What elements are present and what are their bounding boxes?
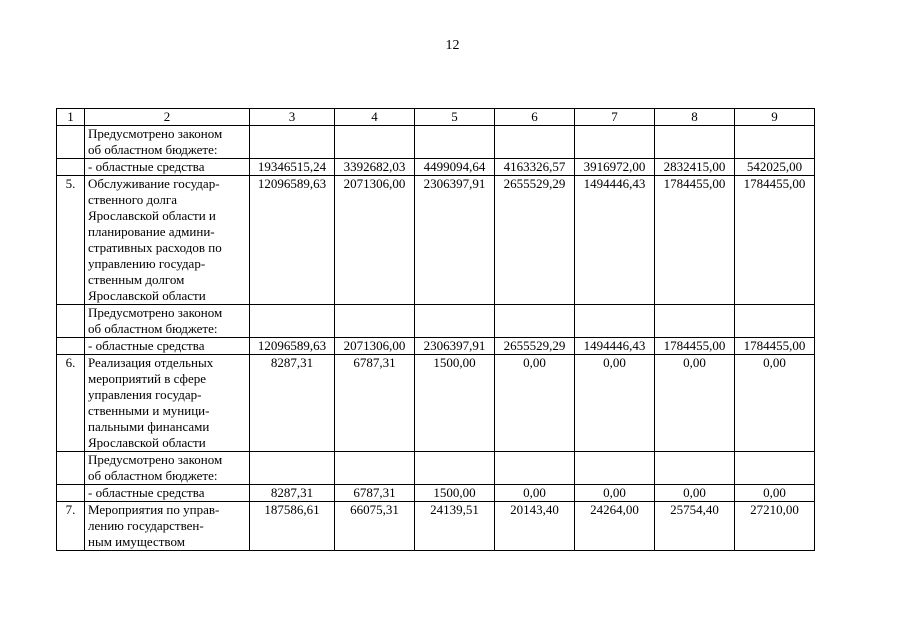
row-label-cell (85, 338, 250, 355)
value-cell: 1500,00 (415, 355, 495, 452)
row-label-line: Ярославской области и (88, 208, 216, 223)
header-cell: 4 (335, 109, 415, 126)
value-cell: 6787,31 (335, 355, 415, 452)
value-cell: 2655529,29 (495, 338, 575, 355)
header-cell: 9 (735, 109, 815, 126)
table-row (57, 159, 815, 176)
row-index-cell (57, 126, 85, 159)
row-label-cell (85, 305, 250, 338)
value-cell: 1784455,00 (735, 176, 815, 305)
value-cell: 24264,00 (575, 502, 655, 551)
value-cell: 4499094,64 (415, 159, 495, 176)
value-cell: 0,00 (495, 355, 575, 452)
value-cell: 0,00 (735, 355, 815, 452)
row-label-cell (85, 176, 250, 305)
row-label-line: Реализация отдельных (88, 355, 214, 370)
value-cell (575, 452, 655, 485)
budget-table (56, 108, 815, 551)
value-cell: 2306397,91 (415, 338, 495, 355)
value-cell: 3916972,00 (575, 159, 655, 176)
row-label-cell (85, 159, 250, 176)
value-cell (335, 126, 415, 159)
table-row (57, 452, 815, 485)
value-cell (335, 305, 415, 338)
row-label-line: управления государ- (88, 387, 202, 402)
table-row (57, 305, 815, 338)
value-cell: 8287,31 (250, 355, 335, 452)
value-cell: 1784455,00 (655, 338, 735, 355)
value-cell (250, 452, 335, 485)
value-cell: 2655529,29 (495, 176, 575, 305)
row-index-cell: 5. (57, 176, 85, 305)
value-cell: 6787,31 (335, 485, 415, 502)
value-cell (250, 305, 335, 338)
row-label-cell (85, 502, 250, 551)
row-label-line: - областные средства (88, 485, 205, 500)
value-cell: 2832415,00 (655, 159, 735, 176)
value-cell: 27210,00 (735, 502, 815, 551)
value-cell: 1784455,00 (655, 176, 735, 305)
row-label-line: ственным долгом (88, 272, 185, 287)
value-cell: 4163326,57 (495, 159, 575, 176)
table-row (57, 126, 815, 159)
value-cell: 0,00 (655, 485, 735, 502)
header-cell: 1 (57, 109, 85, 126)
value-cell: 20143,40 (495, 502, 575, 551)
header-cell: 5 (415, 109, 495, 126)
row-label-cell (85, 485, 250, 502)
value-cell: 0,00 (655, 355, 735, 452)
value-cell: 0,00 (495, 485, 575, 502)
page-number: 12 (445, 38, 460, 53)
row-label-line: мероприятий в сфере (88, 371, 207, 386)
value-cell: 2071306,00 (335, 338, 415, 355)
value-cell (415, 305, 495, 338)
value-cell: 8287,31 (250, 485, 335, 502)
value-cell (735, 305, 815, 338)
row-label-line: стративных расходов по (88, 240, 222, 255)
value-cell: 66075,31 (335, 502, 415, 551)
value-cell: 1500,00 (415, 485, 495, 502)
table-row (57, 485, 815, 502)
row-index-cell: 7. (57, 502, 85, 551)
value-cell: 12096589,63 (250, 338, 335, 355)
header-cell: 3 (250, 109, 335, 126)
row-label-line: Предусмотрено законом (88, 126, 223, 141)
row-label-line: Предусмотрено законом (88, 305, 223, 320)
value-cell (495, 126, 575, 159)
row-index-cell: 6. (57, 355, 85, 452)
header-cell: 8 (655, 109, 735, 126)
value-cell: 1784455,00 (735, 338, 815, 355)
row-label-line: управлению государ- (88, 256, 206, 271)
value-cell: 187586,61 (250, 502, 335, 551)
row-index-cell (57, 159, 85, 176)
row-index-cell (57, 452, 85, 485)
row-label-line: пальными финансами (88, 419, 210, 434)
row-label-line: Обслуживание государ- (88, 176, 220, 191)
row-label-line: об областном бюджете: (88, 142, 218, 157)
row-label-line: - областные средства (88, 159, 205, 174)
value-cell (335, 452, 415, 485)
row-label-cell (85, 126, 250, 159)
table-row (57, 355, 815, 452)
header-cell: 7 (575, 109, 655, 126)
header-cell: 6 (495, 109, 575, 126)
row-index-cell (57, 485, 85, 502)
value-cell: 542025,00 (735, 159, 815, 176)
value-cell: 2071306,00 (335, 176, 415, 305)
row-label-line: Мероприятия по управ- (88, 502, 220, 517)
value-cell: 0,00 (575, 355, 655, 452)
value-cell: 25754,40 (655, 502, 735, 551)
value-cell (495, 305, 575, 338)
value-cell (250, 126, 335, 159)
row-label-line: Ярославской области (88, 288, 206, 303)
row-label-line: Предусмотрено законом (88, 452, 223, 467)
value-cell (415, 126, 495, 159)
value-cell (575, 305, 655, 338)
row-label-line: планирование админи- (88, 224, 215, 239)
row-index-cell (57, 305, 85, 338)
value-cell (735, 452, 815, 485)
value-cell: 19346515,24 (250, 159, 335, 176)
value-cell: 24139,51 (415, 502, 495, 551)
row-label-line: Ярославской области (88, 435, 206, 450)
row-label-line: лению государствен- (88, 518, 204, 533)
value-cell (655, 126, 735, 159)
value-cell: 3392682,03 (335, 159, 415, 176)
value-cell (495, 452, 575, 485)
value-cell: 1494446,43 (575, 338, 655, 355)
table-row (57, 176, 815, 305)
row-label-line: об областном бюджете: (88, 468, 218, 483)
table-header-row (57, 109, 815, 126)
value-cell: 0,00 (575, 485, 655, 502)
row-label-cell (85, 355, 250, 452)
value-cell (575, 126, 655, 159)
row-label-line: - областные средства (88, 338, 205, 353)
value-cell: 12096589,63 (250, 176, 335, 305)
row-label-line: ственными и муници- (88, 403, 210, 418)
row-index-cell (57, 338, 85, 355)
row-label-line: ным имуществом (88, 534, 185, 549)
row-label-line: ственного долга (88, 192, 177, 207)
table-row (57, 338, 815, 355)
value-cell (735, 126, 815, 159)
value-cell (655, 305, 735, 338)
header-cell: 2 (85, 109, 250, 126)
value-cell (655, 452, 735, 485)
value-cell (415, 452, 495, 485)
table-row (57, 502, 815, 551)
value-cell: 1494446,43 (575, 176, 655, 305)
value-cell: 2306397,91 (415, 176, 495, 305)
row-label-cell (85, 452, 250, 485)
row-label-line: об областном бюджете: (88, 321, 218, 336)
value-cell: 0,00 (735, 485, 815, 502)
